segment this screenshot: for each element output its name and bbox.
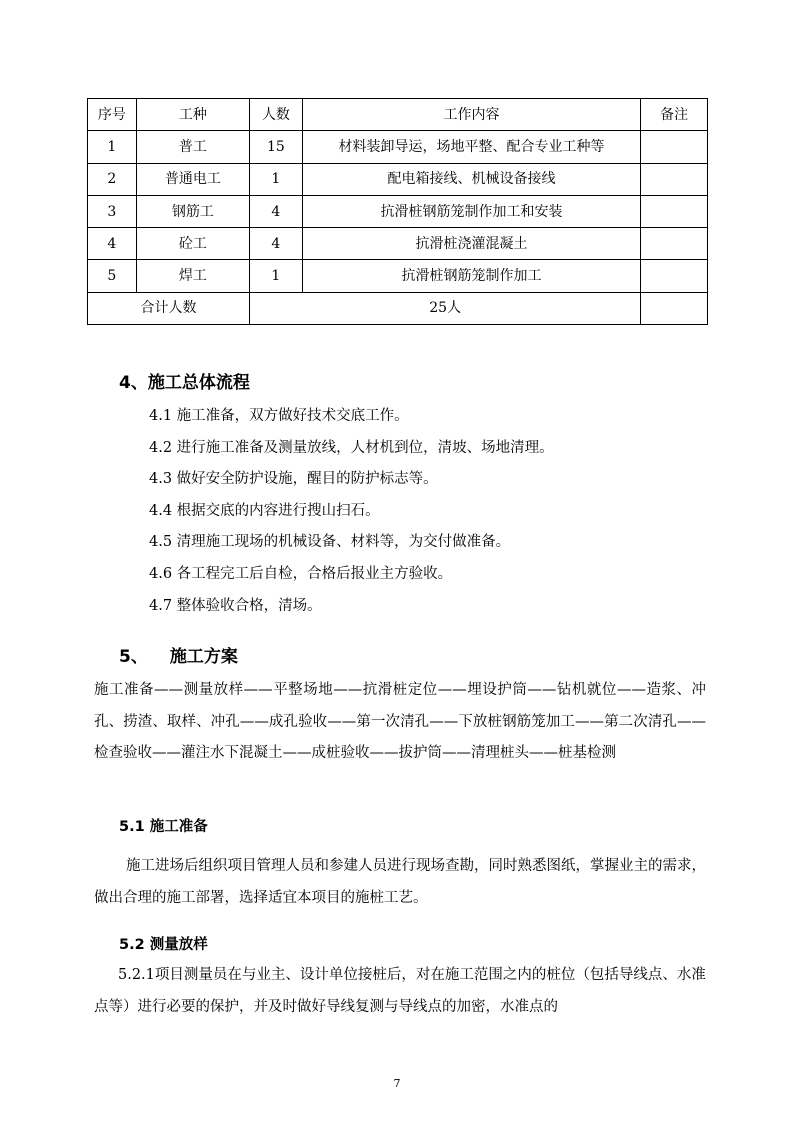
table-row — [88, 195, 708, 227]
header-count: 人数 — [249, 99, 302, 131]
header-content: 工作内容 — [302, 99, 641, 131]
construction-flow-paragraph: 施工准备——测量放样——平整场地——抗滑桩定位——埋设护筒——钻机就位——造浆、冲孔、捞渣、取样、冲孔——成孔验收——第一次清孔——下放桩钢筋笼加工——第二次清孔——检查验收——灌注水下混凝土——成桩验收——拔护筒——清理桩头——桩基检测 — [94, 682, 706, 761]
section-5-heading — [119, 642, 238, 667]
cell-no: 3 — [88, 195, 137, 227]
section-4-steps — [149, 404, 554, 625]
section-5-number: 5、 — [119, 647, 148, 667]
step-item: 4.2 进行施工准备及测量放线，人材机到位，清坡、场地清理。 — [149, 439, 554, 456]
step-item: 4.5 清理施工现场的机械设备、材料等，为交付做准备。 — [149, 534, 511, 551]
cell-no: 5 — [88, 260, 137, 292]
header-no: 序号 — [88, 99, 137, 131]
cell-count: 1 — [249, 260, 302, 292]
staffing-table — [87, 98, 708, 325]
cell-note — [641, 163, 708, 195]
cell-note — [641, 195, 708, 227]
cell-count: 4 — [249, 195, 302, 227]
table-row — [88, 228, 708, 260]
step-item: 4.3 做好安全防护设施，醒目的防护标志等。 — [149, 471, 438, 488]
cell-no: 4 — [88, 228, 137, 260]
page-number: 7 — [393, 1077, 401, 1090]
cell-note — [641, 228, 708, 260]
step-item: 4.4 根据交底的内容进行搜山扫石。 — [149, 502, 380, 519]
cell-type: 普通电工 — [136, 163, 249, 195]
total-note — [641, 292, 708, 324]
header-note: 备注 — [641, 99, 708, 131]
total-value: 25人 — [249, 292, 640, 324]
step-item: 4.6 各工程完工后自检，合格后报业主方验收。 — [149, 565, 453, 582]
cell-content: 材料装卸导运，场地平整、配合专业工种等 — [302, 131, 641, 163]
cell-no: 1 — [88, 131, 137, 163]
table-header-row — [88, 99, 708, 131]
step-item: 4.7 整体验收合格，清场。 — [149, 597, 322, 614]
cell-count: 4 — [249, 228, 302, 260]
total-label: 合计人数 — [88, 292, 250, 324]
section-5-1-paragraph: 施工进场后组织项目管理人员和参建人员进行现场查勘，同时熟悉图纸，掌握业主的需求，做出合理的施工部署，选择适宜本项目的施桩工艺。 — [94, 858, 706, 906]
section-5-2-heading: 5.2 测量放样 — [119, 937, 208, 953]
cell-content: 抗滑桩钢筋笼制作加工和安装 — [302, 195, 641, 227]
step-item: 4.1 施工准备，双方做好技术交底工作。 — [149, 408, 409, 424]
section-5-2-paragraph: 5.2.1项目测量员在与业主、设计单位接桩后，对在施工范围之内的桩位（包括导线点、水准点等）进行必要的保护，并及时做好导线复测与导线点的加密，水准点的 — [94, 967, 706, 1015]
table-total-row — [88, 292, 708, 324]
cell-count: 15 — [249, 131, 302, 163]
header-type: 工种 — [136, 99, 249, 131]
cell-type: 钢筋工 — [136, 195, 249, 227]
cell-type: 焊工 — [136, 260, 249, 292]
section-4-heading: 4、施工总体流程 — [119, 373, 250, 393]
table-row — [88, 163, 708, 195]
cell-count: 1 — [249, 163, 302, 195]
cell-content: 抗滑桩钢筋笼制作加工 — [302, 260, 641, 292]
table-row — [88, 260, 708, 292]
cell-type: 普工 — [136, 131, 249, 163]
cell-content: 配电箱接线、机械设备接线 — [302, 163, 641, 195]
cell-no: 2 — [88, 163, 137, 195]
section-5-1-heading: 5.1 施工准备 — [119, 819, 208, 835]
cell-note — [641, 260, 708, 292]
cell-type: 砼工 — [136, 228, 249, 260]
section-5-title: 施工方案 — [169, 647, 238, 667]
cell-content: 抗滑桩浇灌混凝土 — [302, 228, 641, 260]
table-row — [88, 131, 708, 163]
cell-note — [641, 131, 708, 163]
